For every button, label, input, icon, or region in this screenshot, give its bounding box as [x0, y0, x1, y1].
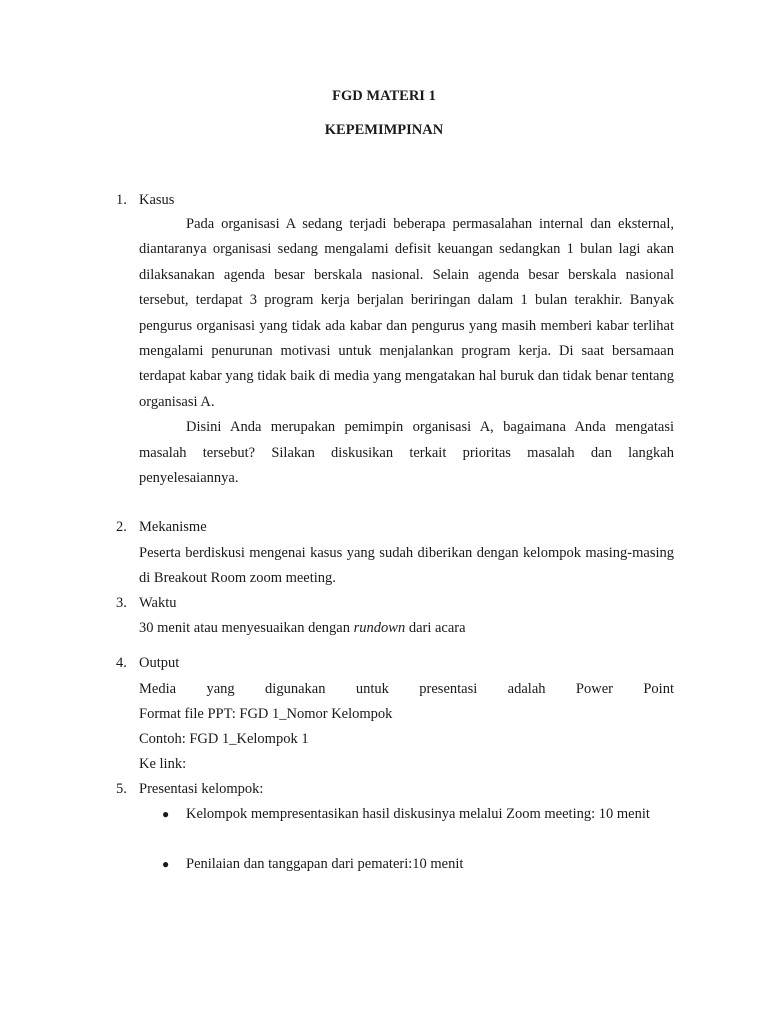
section-number: 2.: [116, 519, 127, 535]
waktu-text-before: 30 menit atau menyesuaikan dengan: [139, 620, 354, 636]
section-heading-waktu: Waktu: [139, 595, 177, 611]
section-heading-mekanisme: Mekanisme: [139, 519, 207, 535]
output-line: Contoh: FGD 1_Kelompok 1: [139, 731, 309, 747]
document-title: FGD MATERI 1: [332, 88, 436, 104]
waktu-text-after: dari acara: [405, 620, 466, 636]
waktu-text-italic: rundown: [353, 620, 406, 636]
section-number: 1.: [116, 192, 127, 208]
bullet-item: Penilaian dan tanggapan dari pemateri:10 menit: [186, 856, 464, 872]
bullet-icon: ●: [162, 807, 170, 821]
kasus-body: [139, 212, 674, 491]
section-heading-presentasi: Presentasi kelompok:: [139, 781, 264, 797]
section-number: 3.: [116, 595, 127, 611]
output-line: Format file PPT: FGD 1_Nomor Kelompok: [139, 706, 393, 722]
document-subtitle: KEPEMIMPINAN: [324, 122, 444, 138]
section-heading-kasus: Kasus: [139, 192, 175, 208]
waktu-text: [139, 616, 674, 641]
bullet-item: Kelompok mempresentasikan hasil diskusinya melalui Zoom meeting: 10 menit: [186, 806, 650, 822]
kasus-paragraph: Pada organisasi A sedang terjadi beberapa permasalahan internal dan eksternal, diantaranya organisasi sedang mengalami defisit keuangan sedangkan 1 bulan lagi akan dilaksanakan agenda besar berskala nasional. Selain agenda besar berskala nasional tersebut, terdapat 3 program kerja berjalan beriringan dalam 1 bulan terakhir. Banyak pengurus organisasi yang tidak ada kabar dan pengurus yang masih memberi kabar terlihat mengalami penurunan motivasi untuk menjalankan program kerja. Di saat bersamaan terdapat kabar yang tidak baik di media yang mengatakan hal buruk dan tidak benar tentang organisasi A.: [139, 216, 674, 410]
output-line: Ke link:: [139, 756, 187, 772]
kasus-paragraph: Disini Anda merupakan pemimpin organisasi A, bagaimana Anda mengatasi masalah tersebut? Silakan diskusikan terkait prioritas masalah dan langkah penyelesaiannya.: [139, 419, 674, 487]
bullet-icon: ●: [162, 857, 170, 871]
section-number: 5.: [116, 781, 127, 797]
output-line: Media yang digunakan untuk presentasi adalah Power Point: [139, 681, 674, 697]
section-number: 4.: [116, 655, 127, 671]
section-heading-output: Output: [139, 655, 180, 671]
mekanisme-text: Peserta berdiskusi mengenai kasus yang sudah diberikan dengan kelompok masing-masing di Breakout Room zoom meeting.: [139, 545, 674, 587]
